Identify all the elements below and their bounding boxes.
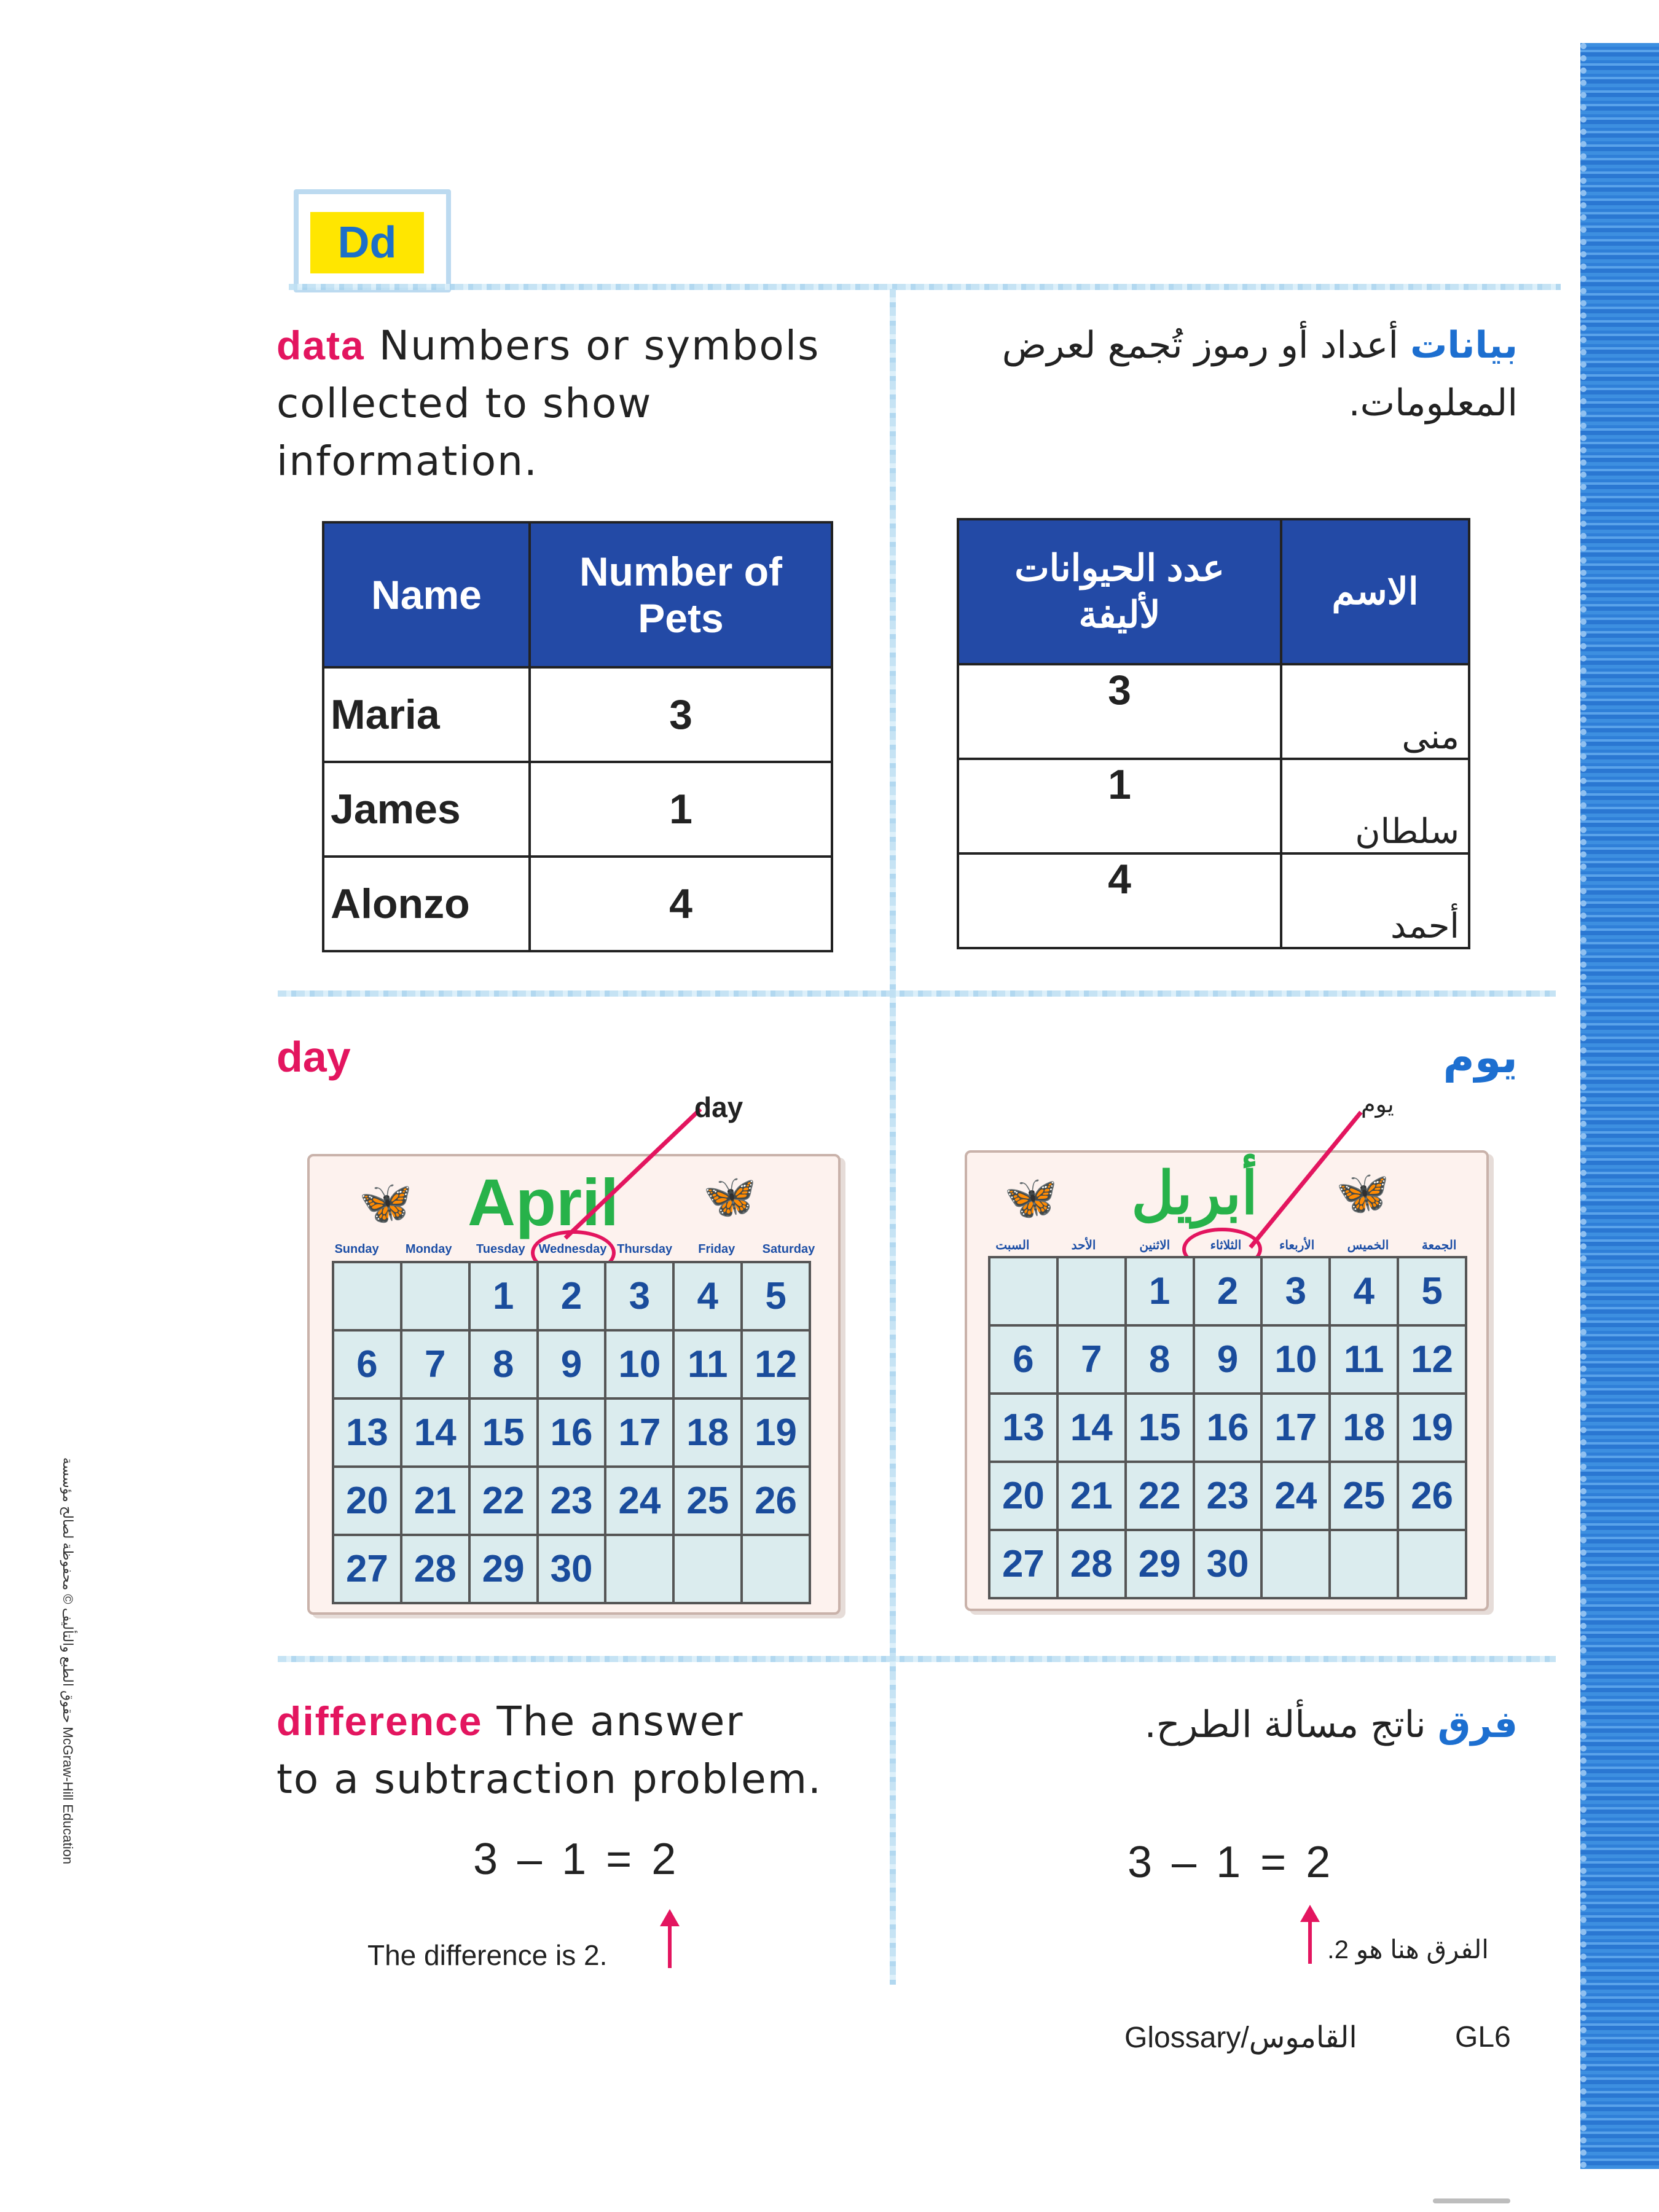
header-name: Name — [323, 522, 530, 667]
calendar-day-cell: 7 — [1059, 1327, 1127, 1395]
calendar-month-title: April — [467, 1165, 619, 1239]
calendar-day-cell: 13 — [334, 1400, 402, 1468]
calendar-day-cell: 6 — [990, 1327, 1059, 1395]
calendar-day-cell: 25 — [675, 1468, 743, 1536]
equation-en: 3 – 1 = 2 — [473, 1835, 680, 1884]
home-indicator — [1433, 2198, 1510, 2203]
row-name-ar: منى — [1281, 664, 1469, 759]
calendar-day-cell: 8 — [471, 1332, 539, 1400]
difference-note-en: The difference is 2. — [367, 1939, 608, 1971]
calendar-day-cell: 13 — [990, 1395, 1059, 1463]
calendar-day-cell: 14 — [1059, 1395, 1127, 1463]
header-number-of-pets-ar: عدد الحيوانات لأليفة — [958, 519, 1281, 664]
calendar-day-cell: 2 — [1195, 1258, 1263, 1327]
calendar-day-cell — [743, 1536, 811, 1604]
calendar-day-cell: 21 — [1059, 1463, 1127, 1531]
header-number-of-pets: Number of Pets — [530, 522, 832, 667]
calendar-day-cell: 16 — [539, 1400, 607, 1468]
divider-middle — [278, 990, 1556, 997]
calendar-day-cell: 5 — [1399, 1258, 1467, 1327]
calendar-day-cell: 15 — [1127, 1395, 1195, 1463]
calendar-day-cell: 24 — [1263, 1463, 1331, 1531]
up-arrow-icon — [1298, 1904, 1322, 1965]
calendar-day-cell: 3 — [606, 1263, 675, 1332]
calendar-day-cell: 26 — [1399, 1463, 1467, 1531]
calendar-day-cell — [1059, 1258, 1127, 1327]
pets-table-en — [322, 521, 833, 952]
data-def-ar-line-1: أعداد أو رموز تُجمع لعرض — [1002, 324, 1399, 367]
weekday-label: الجمعة — [1421, 1239, 1457, 1252]
calendar-day-cell: 15 — [471, 1400, 539, 1468]
difference-definition-ar — [922, 1696, 1518, 1754]
glossary-label: Glossary/القاموس — [1124, 2022, 1357, 2054]
difference-def-line-2: to a subtraction problem. — [276, 1755, 822, 1803]
calendar-day-cell: 30 — [539, 1536, 607, 1604]
calendar-day-cell: 22 — [471, 1468, 539, 1536]
calendar-day-cell — [1263, 1531, 1331, 1599]
copyright-side-text: حقوق الطبع والتأليف © محفوظة لصالح مؤسسة McGraw-Hill Education — [60, 1457, 76, 1865]
term-difference-ar: فرق — [1437, 1703, 1518, 1746]
data-definition-en — [276, 316, 866, 490]
calendar-day-cell: 29 — [1127, 1531, 1195, 1599]
difference-def-ar: ناتج مسألة الطرح. — [1144, 1703, 1426, 1746]
calendar-day-cell: 24 — [606, 1468, 675, 1536]
butterfly-icon: 🦋 — [359, 1177, 413, 1228]
row-name: Maria — [323, 667, 530, 762]
calendar-day-cell: 20 — [334, 1468, 402, 1536]
calendar-day-cell: 27 — [990, 1531, 1059, 1599]
calendar-day-cell: 18 — [675, 1400, 743, 1468]
term-day: day — [276, 1033, 351, 1081]
weekday-label: الأحد — [1071, 1239, 1096, 1252]
row-count-ar: 3 — [958, 664, 1281, 759]
calendar-day-cell: 17 — [1263, 1395, 1331, 1463]
calendar-day-cell: 3 — [1263, 1258, 1331, 1327]
term-data-ar: بيانات — [1410, 324, 1518, 367]
row-count-ar: 4 — [958, 853, 1281, 948]
calendar-day-cell: 21 — [402, 1468, 471, 1536]
callout-label-day-ar: يوم — [1361, 1092, 1394, 1118]
calendar-day-cell — [1331, 1531, 1399, 1599]
weekday-label: Wednesday — [538, 1242, 607, 1256]
data-def-ar-line-2: المعلومات. — [1348, 382, 1518, 425]
up-arrow-icon — [657, 1908, 682, 1969]
row-count-ar: 1 — [958, 759, 1281, 853]
weekday-label: Monday — [405, 1242, 452, 1256]
row-count: 3 — [530, 667, 832, 762]
calendar-day-cell: 2 — [539, 1263, 607, 1332]
data-def-line-3: information. — [276, 437, 538, 485]
data-definition-ar — [922, 316, 1518, 432]
table-row — [958, 853, 1469, 948]
pets-table-ar — [957, 518, 1470, 949]
calendar-day-cell: 27 — [334, 1536, 402, 1604]
calendar-day-cell: 28 — [1059, 1531, 1127, 1599]
crayon-border-decoration — [1580, 43, 1659, 2169]
calendar-day-cell: 25 — [1331, 1463, 1399, 1531]
calendar-day-cell — [402, 1263, 471, 1332]
data-def-line-1: Numbers or symbols — [378, 322, 820, 369]
divider-vertical — [890, 289, 896, 1985]
table-row — [323, 857, 832, 951]
section-tab-label: Dd — [310, 212, 424, 273]
calendar-day-cell: 9 — [539, 1332, 607, 1400]
calendar-day-cell: 14 — [402, 1400, 471, 1468]
calendar-day-cell: 9 — [1195, 1327, 1263, 1395]
calendar-day-cell: 23 — [1195, 1463, 1263, 1531]
difference-definition-en — [276, 1692, 866, 1808]
table-row — [323, 667, 832, 762]
row-name-ar: سلطان — [1281, 759, 1469, 853]
divider-top — [289, 284, 1561, 290]
weekday-label: الاثنين — [1139, 1239, 1171, 1252]
row-count: 1 — [530, 762, 832, 857]
calendar-day-cell: 10 — [606, 1332, 675, 1400]
equation-ar: 3 – 1 = 2 — [1128, 1838, 1335, 1887]
calendar-day-cell: 12 — [743, 1332, 811, 1400]
header-name-ar: الاسم — [1281, 519, 1469, 664]
weekday-label: Thursday — [617, 1242, 673, 1256]
calendar-day-cell: 8 — [1127, 1327, 1195, 1395]
calendar-day-cell — [334, 1263, 402, 1332]
butterfly-icon: 🦋 — [703, 1171, 757, 1222]
calendar-day-cell: 19 — [743, 1400, 811, 1468]
calendar-day-cell: 1 — [471, 1263, 539, 1332]
term-difference: difference — [276, 1698, 483, 1744]
weekday-label: السبت — [995, 1239, 1030, 1252]
calendar-day-cell — [675, 1536, 743, 1604]
calendar-day-cell: 16 — [1195, 1395, 1263, 1463]
weekday-label: الثلاثاء — [1210, 1239, 1242, 1252]
calendar-day-cell: 29 — [471, 1536, 539, 1604]
calendar-day-cell: 20 — [990, 1463, 1059, 1531]
calendar-day-cell: 28 — [402, 1536, 471, 1604]
calendar-day-cell: 4 — [1331, 1258, 1399, 1327]
row-name: James — [323, 762, 530, 857]
calendar-ar — [965, 1150, 1489, 1611]
term-data: data — [276, 323, 365, 368]
row-name: Alonzo — [323, 857, 530, 951]
calendar-day-cell: 11 — [675, 1332, 743, 1400]
calendar-day-cell: 23 — [539, 1468, 607, 1536]
callout-pointer-ar — [1241, 1106, 1370, 1253]
calendar-day-cell: 17 — [606, 1400, 675, 1468]
butterfly-icon: 🦋 — [1336, 1167, 1390, 1218]
weekday-label: Saturday — [762, 1242, 815, 1256]
calendar-day-cell: 30 — [1195, 1531, 1263, 1599]
table-row — [323, 762, 832, 857]
table-row — [958, 664, 1469, 759]
calendar-grid-en — [332, 1261, 811, 1604]
difference-note-ar: الفرق هنا هو 2. — [1327, 1935, 1489, 1964]
calendar-day-cell: 11 — [1331, 1327, 1399, 1395]
weekday-label: الأربعاء — [1279, 1239, 1315, 1252]
data-def-line-2: collected to show — [276, 380, 653, 427]
calendar-day-cell — [606, 1536, 675, 1604]
weekday-label: الخميس — [1347, 1239, 1389, 1252]
callout-label-day: day — [694, 1091, 743, 1123]
calendar-day-cell: 12 — [1399, 1327, 1467, 1395]
weekday-label: Tuesday — [476, 1242, 525, 1256]
callout-pointer-en — [553, 1100, 713, 1247]
row-count: 4 — [530, 857, 832, 951]
calendar-day-cell: 10 — [1263, 1327, 1331, 1395]
calendar-day-cell: 4 — [675, 1263, 743, 1332]
calendar-day-cell — [990, 1258, 1059, 1327]
difference-def-line-1: The answer — [496, 1698, 744, 1745]
page-number: GL6 — [1455, 2021, 1511, 2053]
calendar-day-cell: 1 — [1127, 1258, 1195, 1327]
divider-bottom — [278, 1656, 1556, 1662]
calendar-grid-ar — [988, 1256, 1467, 1599]
butterfly-icon: 🦋 — [1004, 1172, 1058, 1223]
calendar-day-cell: 7 — [402, 1332, 471, 1400]
calendar-day-cell: 5 — [743, 1263, 811, 1332]
calendar-month-title-ar: أبريل — [1131, 1161, 1258, 1226]
calendar-day-cell: 22 — [1127, 1463, 1195, 1531]
weekday-label: Friday — [698, 1242, 735, 1256]
calendar-day-cell: 26 — [743, 1468, 811, 1536]
weekday-label: Sunday — [334, 1242, 379, 1256]
calendar-day-cell — [1399, 1531, 1467, 1599]
table-row — [958, 759, 1469, 853]
calendar-day-cell: 6 — [334, 1332, 402, 1400]
row-name-ar: أحمد — [1281, 853, 1469, 948]
term-day-ar: يوم — [1443, 1032, 1518, 1083]
calendar-day-cell: 19 — [1399, 1395, 1467, 1463]
calendar-day-cell: 18 — [1331, 1395, 1399, 1463]
